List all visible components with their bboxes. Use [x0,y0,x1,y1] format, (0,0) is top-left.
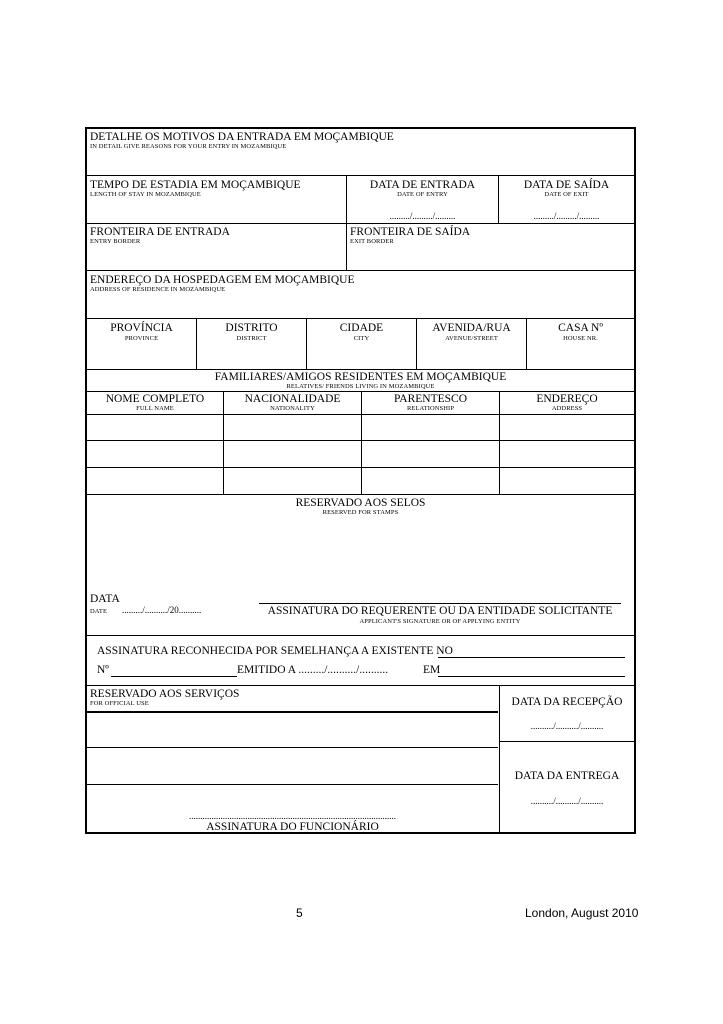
divider [87,635,634,636]
signature-date-label: DATA [90,593,120,605]
address-col-house: CASA Nº [558,322,603,334]
stamps-label-en: RESERVED FOR STAMPS [322,509,399,516]
divider [87,494,634,495]
reception-date-label: DATA DA RECEPÇÃO [511,696,623,708]
exit-date-label: DATA DE SAÍDA [523,179,610,191]
reasons-field[interactable] [87,151,634,174]
address-col-province: PROVÍNCIA [110,322,173,334]
page-number: 5 [296,906,303,920]
relatives-col-nationality-en: NATIONALITY [270,405,315,412]
issued-label: EMITIDO A ........./........../.......... [237,664,389,676]
visa-form [85,127,636,834]
address-col-street-en: AVENUE/STREET [445,335,498,342]
address-col-house-en: HOUSE NR. [563,335,598,342]
divider [87,223,634,224]
table-row[interactable] [87,415,634,440]
address-col-city-en: CITY [353,335,370,342]
reception-date-field[interactable]: ........../........../.......... [530,721,604,731]
footer-place-date: London, August 2010 [525,906,639,920]
recognized-label: ASSINATURA RECONHECIDA POR SEMELHANÇA A EXISTENTE NO [97,645,453,657]
issued-at-field[interactable] [438,676,625,677]
divider [87,369,634,370]
applicant-signature-label: ASSINATURA DO REQUERENTE OU DA ENTIDADE SOLICITANTE [267,605,613,617]
relatives-col-nationality: NACIONALIDADE [244,393,341,405]
exit-border-label-en: EXIT BORDER [350,238,394,245]
entry-border-field[interactable] [87,246,345,270]
number-label: Nº [97,664,109,676]
address-col-city: CIDADE [339,322,384,334]
divider [87,318,634,319]
signature-line[interactable] [259,603,621,604]
address-label-en: ADDRESS OF RESIDENCE IN MOZAMBIQUE [90,286,226,293]
official-field[interactable] [87,713,498,746]
stay-field[interactable] [87,199,345,223]
recognized-field[interactable] [438,657,625,658]
exit-border-label: FRONTEIRA DE SAÍDA [350,226,471,238]
number-field[interactable] [111,676,237,677]
exit-date-label-en: DATE OF EXIT [544,191,589,198]
exit-border-field[interactable] [347,246,634,270]
official-label: RESERVADO AOS SERVIÇOS [90,688,240,700]
table-row[interactable] [87,468,634,494]
relatives-col-name-en: FULL NAME [136,405,174,412]
relatives-col-relationship-en: RELATIONSHIP [406,405,455,412]
address-col-province-en: PROVINCE [124,335,159,342]
official-label-en: FOR OFFICIAL USE [90,700,149,707]
table-row[interactable] [87,441,634,467]
exit-date-field[interactable]: ........./........./......... [533,211,600,221]
delivery-date-label: DATA DA ENTREGA [514,770,620,782]
signature-date-label-en: DATE [90,608,108,615]
delivery-date-field[interactable]: ........../........../.......... [530,796,604,806]
signature-date-field[interactable]: ........./........../20.......... [122,605,202,615]
entry-border-label-en: ENTRY BORDER [90,238,141,245]
officer-signature-line[interactable]: ............................................................................................ [189,811,396,821]
stay-label-en: LENGTH OF STAY IN MOZAMBIQUE [90,191,201,198]
relatives-col-address: ENDEREÇO [536,393,598,405]
stamps-area [87,519,634,589]
relatives-col-name: NOME COMPLETO [105,393,205,405]
relatives-title-en: RELATIVES/ FRIENDS LIVING IN MOZAMBIQUE [286,383,435,390]
relatives-col-relationship: PARENTESCO [393,393,468,405]
entry-date-field[interactable]: ........./........./......... [389,211,456,221]
divider [87,175,634,176]
officer-signature-label: ASSINATURA DO FUNCIONÁRIO [206,821,379,833]
entry-date-label: DATA DE ENTRADA [369,179,476,191]
divider [87,270,634,271]
divider [499,741,634,742]
applicant-signature-label-en: APPLICANT'S SIGNATURE OR OF APPLYING ENTITY [359,618,521,625]
address-col-district: DISTRITO [225,322,278,334]
reasons-label-en: IN DETAIL GIVE REASONS FOR YOUR ENTRY IN MOZAMBIQUE [90,143,287,150]
entry-date-label-en: DATE OF ENTRY [397,191,448,198]
stay-label: TEMPO DE ESTADIA EM MOÇAMBIQUE [90,179,301,191]
issued-at-label: EM [423,664,441,676]
official-field[interactable] [87,748,498,783]
relatives-title: FAMILIARES/AMIGOS RESIDENTES EM MOÇAMBIQUE [214,371,507,383]
stamps-label: RESERVADO AOS SELOS [295,497,426,509]
divider [87,685,634,686]
address-col-district-en: DISTRICT [236,335,267,342]
divider [87,784,498,785]
reasons-label: DETALHE OS MOTIVOS DA ENTRADA EM MOÇAMBIQUE [90,131,394,143]
address-label: ENDEREÇO DA HOSPEDAGEM EM MOÇAMBIQUE [90,274,355,286]
relatives-col-address-en: ADDRESS [551,405,583,412]
address-col-street: AVENIDA/RUA [432,322,511,334]
entry-border-label: FRONTEIRA DE ENTRADA [90,226,230,238]
